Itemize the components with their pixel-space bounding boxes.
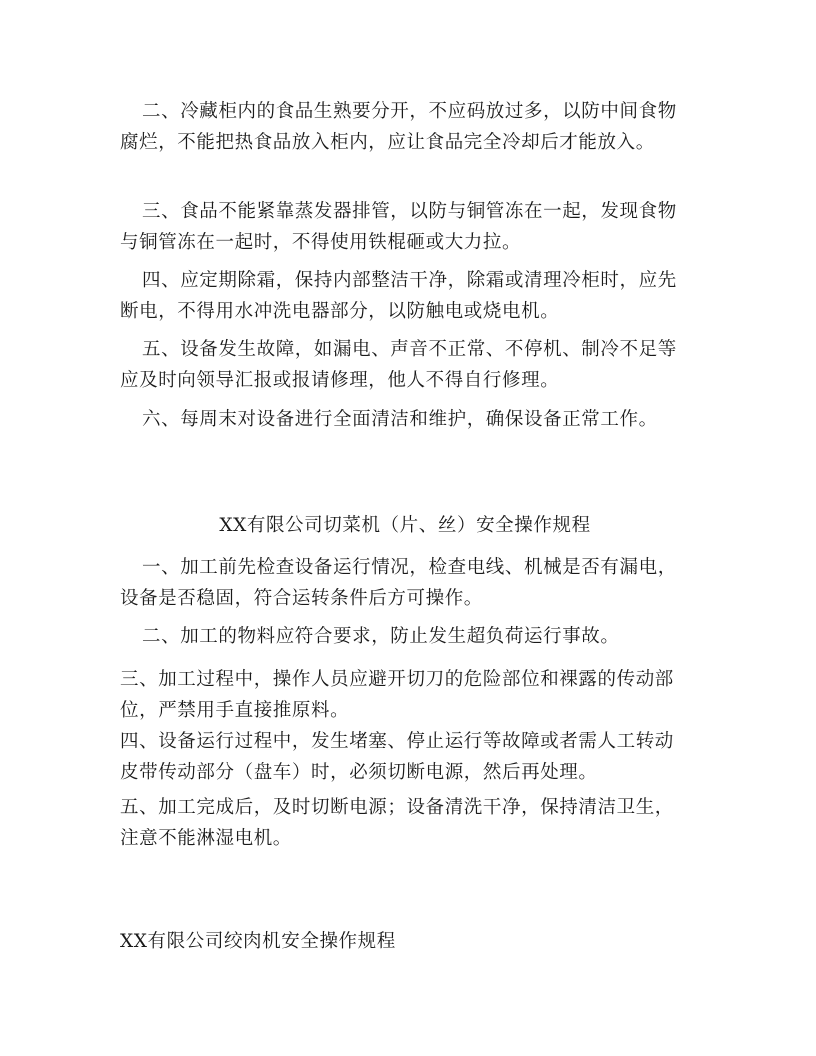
paragraph-cutter-2: 二、加工的物料应符合要求，防止发生超负荷运行事故。 [142,626,620,647]
section-title-meat-grinder: XX有限公司绞肉机安全操作规程 [120,931,396,952]
paragraph-refrigerator-5: 五、设备发生故障，如漏电、声音不正常、不停机、制冷不足等应及时向领导汇报或报请修理，他人不得自行修理。 [120,339,677,391]
paragraph-refrigerator-4: 四、应定期除霜，保持内部整洁干净，除霜或清理冷柜时，应先断电，不得用水冲洗电器部分，以防触电或烧电机。 [120,270,677,322]
section-title-vegetable-cutter: XX有限公司切菜机（片、丝）安全操作规程 [219,515,591,536]
paragraph-refrigerator-6: 六、每周末对设备进行全面清洁和维护，确保设备正常工作。 [142,409,658,430]
paragraph-refrigerator-2: 二、冷藏柜内的食品生熟要分开，不应码放过多，以防中间食物腐烂，不能把热食品放入柜内，应让食品完全冷却后才能放入。 [120,101,677,153]
paragraph-refrigerator-3: 三、食品不能紧靠蒸发器排管，以防与铜管冻在一起，发现食物与铜管冻在一起时，不得使用铁棍砸或大力拉。 [120,201,677,253]
paragraph-cutter-1: 一、加工前先检查设备运行情况，检查电线、机械是否有漏电，设备是否稳固，符合运转条件后方可操作。 [120,557,677,609]
paragraph-cutter-5: 五、加工完成后，及时切断电源；设备清洗干净，保持清洁卫生，注意不能淋湿电机。 [120,797,674,849]
paragraph-cutter-4: 四、设备运行过程中，发生堵塞、停止运行等故障或者需人工转动皮带传动部分（盘车）时，必须切断电源，然后再处理。 [120,731,674,783]
paragraph-cutter-3: 三、加工过程中，操作人员应避开切刀的危险部位和裸露的传动部位，严禁用手直接推原料。 [120,669,674,721]
